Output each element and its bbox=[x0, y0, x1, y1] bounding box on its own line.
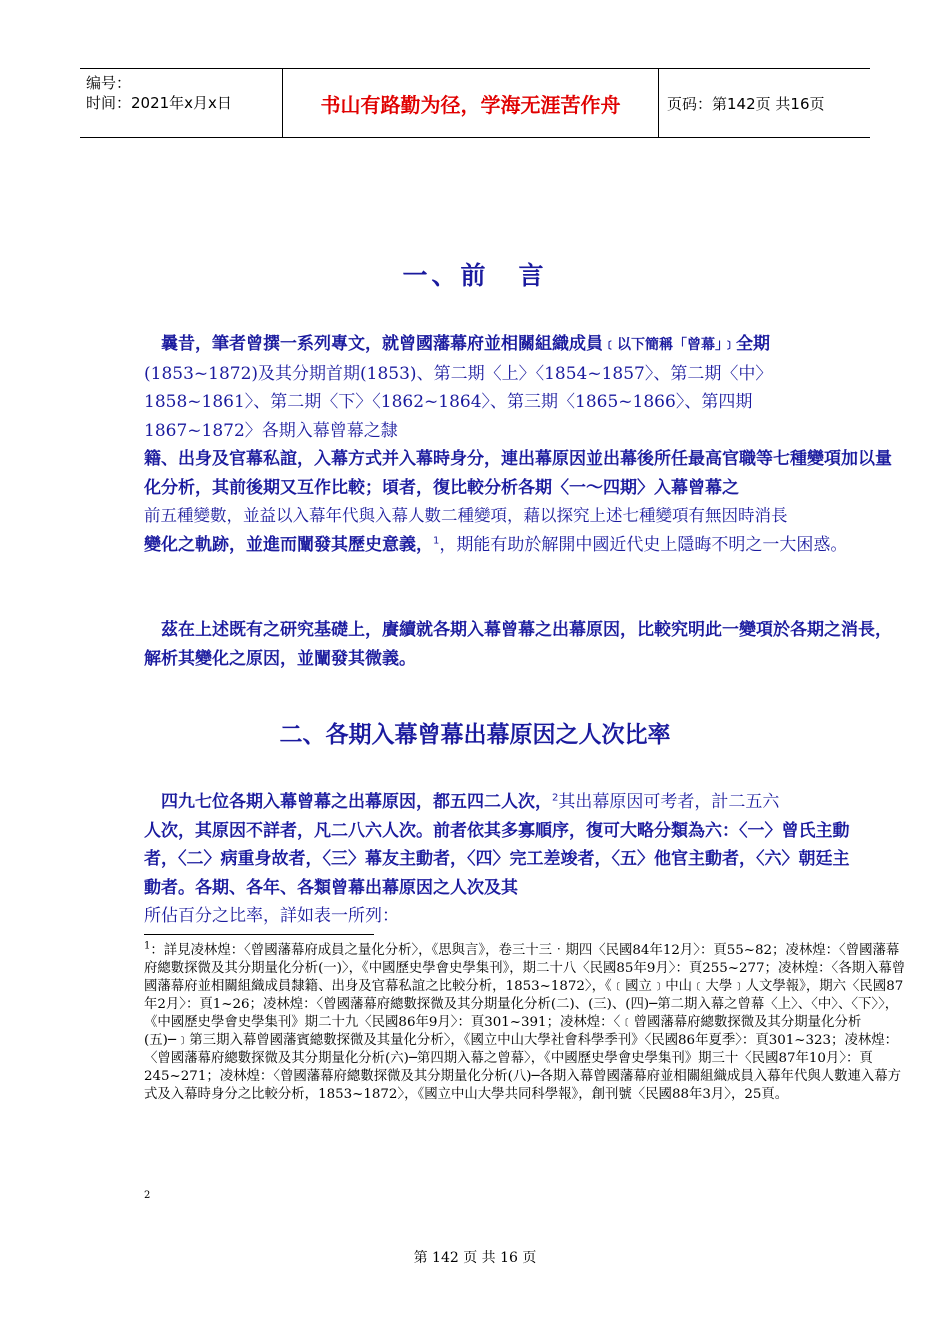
footnote-ref-2[interactable]: 2 bbox=[552, 792, 559, 804]
section2-paragraph1 bbox=[144, 788, 864, 931]
p1-line4: 1867~1872〉各期入幕曾幕之隸 bbox=[144, 420, 398, 441]
header-table bbox=[80, 68, 870, 138]
header-meta bbox=[80, 69, 283, 137]
header-time: 时间：2021年x月x日 bbox=[86, 94, 232, 112]
section1-paragraph2: 茲在上述既有之研究基礎上，賡續就各期入幕曾幕之出幕原因，比較究明此一變項於各期之消長，解析其變化之原因，並闡發其微義。 bbox=[144, 620, 892, 669]
p1-text-a: 曩昔，筆者曾撰一系列專文，就曾國藩幕府並相關組織成員 bbox=[161, 334, 603, 354]
s2-bold: 四九七位各期入幕曾幕之出幕原因，都五四二人次， bbox=[161, 792, 552, 812]
header-motto: 书山有路勤为径，学海无涯苦作舟 bbox=[283, 69, 659, 137]
footnote-1-text: ：詳見凌林煌：〈曾國藩幕府成員之量化分析〉，《思與言》，卷三十三‧期四〈民國84年12月〉：頁55~82；凌林煌：〈曾國藩幕府總數探微及其分期量化分析(一)〉，《中國歷史學會史學集刊》，期二十八〈民國85年9月〉：頁255~277；凌林煌：〈各期入幕曾國藩幕府並相關組織成員隸籍、出身及官幕私誼之比較分析，1853~1872〉，《﹝國立﹞中山﹝大學﹞人文學報》，期六〈民國87年2月〉：頁1~26；凌林煌：〈曾國藩幕府總數探微及其分期量化分析(二)、(三)、(四)─第二期入幕之曾幕〈上〉、〈中〉、〈下〉〉，《中國歷史學會史學集刊》期二十九〈民國86年9月〉：頁301~391；凌林煌：〈﹝曾國藩幕府總數探微及其分期量化分析(五)─﹞第三期入幕曾國藩賓總數探微及其量化分析〉，《國立中山大學社會科學季刊》〈民國86年夏季〉：頁301~323；凌林煌：〈曾國藩幕府總數探微及其分期量化分析(六)─第四期入幕之曾幕〉，《中國歷史學會史學集刊》期三十〈民國87年10月〉：頁245~271；凌林煌：〈曾國藩幕府總數探微及其分期量化分析(八)─各期入幕曾國藩幕府並相關組織成員入幕年代與人數連入幕方式及入幕時身分之比較分析，1853~1872〉，《國立中山大學共同科學報》，創刊號〈民國88年3月〉，25頁。 bbox=[144, 943, 906, 1102]
footnote-1-marker: 1 bbox=[144, 940, 151, 952]
section1-title: 一、前 言 bbox=[402, 261, 548, 290]
s2-tail: 所佔百分之比率，詳如表一所列： bbox=[144, 906, 399, 926]
s2-bold-block: 人次，其原因不詳者，凡二八六人次。前者依其多寡順序，復可大略分類為六：〈一〉曾氏主動者，〈二〉病重身故者，〈三〉幕友主動者，〈四〉完工差竣者，〈五〉他官主動者，〈六〉朝廷主動者。各期、各年、各類曾幕出幕原因之人次及其 bbox=[144, 820, 850, 898]
page-footer: 第 142 页 共 16 页 bbox=[413, 1250, 537, 1266]
p1-text-b: ﹝以下簡稱「曾幕」﹞ bbox=[603, 337, 736, 353]
p1-tail: ，期能有助於解開中國近代史上隱晦不明之一大困惑。 bbox=[439, 534, 848, 555]
p1-line-normal: 前五種變數，並益以入幕年代與入幕人數二種變項，藉以探究上述七種變項有無因時消長 bbox=[144, 506, 788, 525]
footnote-1 bbox=[144, 942, 906, 1104]
section2-title: 二、各期入幕曾幕出幕原因之人次比率 bbox=[279, 722, 671, 748]
p1-line2: (1853~1872)及其分期首期(1853)、第二期〈上〉〈1854~1857〉、第二期〈中〉 bbox=[144, 363, 773, 384]
p1-bold-block: 籍、出身及官幕私誼，入幕方式并入幕時身分，連出幕原因並出幕後所任最高官職等七種變項加以量化分析，其前後期又互作比較；頃者，復比較分析各期〈一～四期〉入幕曾幕之 bbox=[144, 449, 892, 498]
s2-norm: 其出幕原因可考者，計二五六 bbox=[558, 792, 780, 812]
footnote-2-marker: 2 bbox=[144, 1190, 151, 1201]
section1-paragraph1 bbox=[144, 330, 904, 559]
footnote-separator bbox=[144, 934, 374, 935]
p1-line3: 1858~1861〉、第二期〈下〉〈1862~1864〉、第三期〈1865~1866〉、第四期 bbox=[144, 392, 753, 412]
footnote-ref-1[interactable]: 1 bbox=[433, 534, 440, 546]
p1-text-c: 全期 bbox=[736, 334, 770, 354]
header-page-info: 页码：第142页 共16页 bbox=[667, 94, 825, 113]
header-number: 编号： bbox=[86, 74, 132, 92]
p1-bold2: 變化之軌跡，並進而闡發其歷史意義， bbox=[144, 534, 433, 555]
